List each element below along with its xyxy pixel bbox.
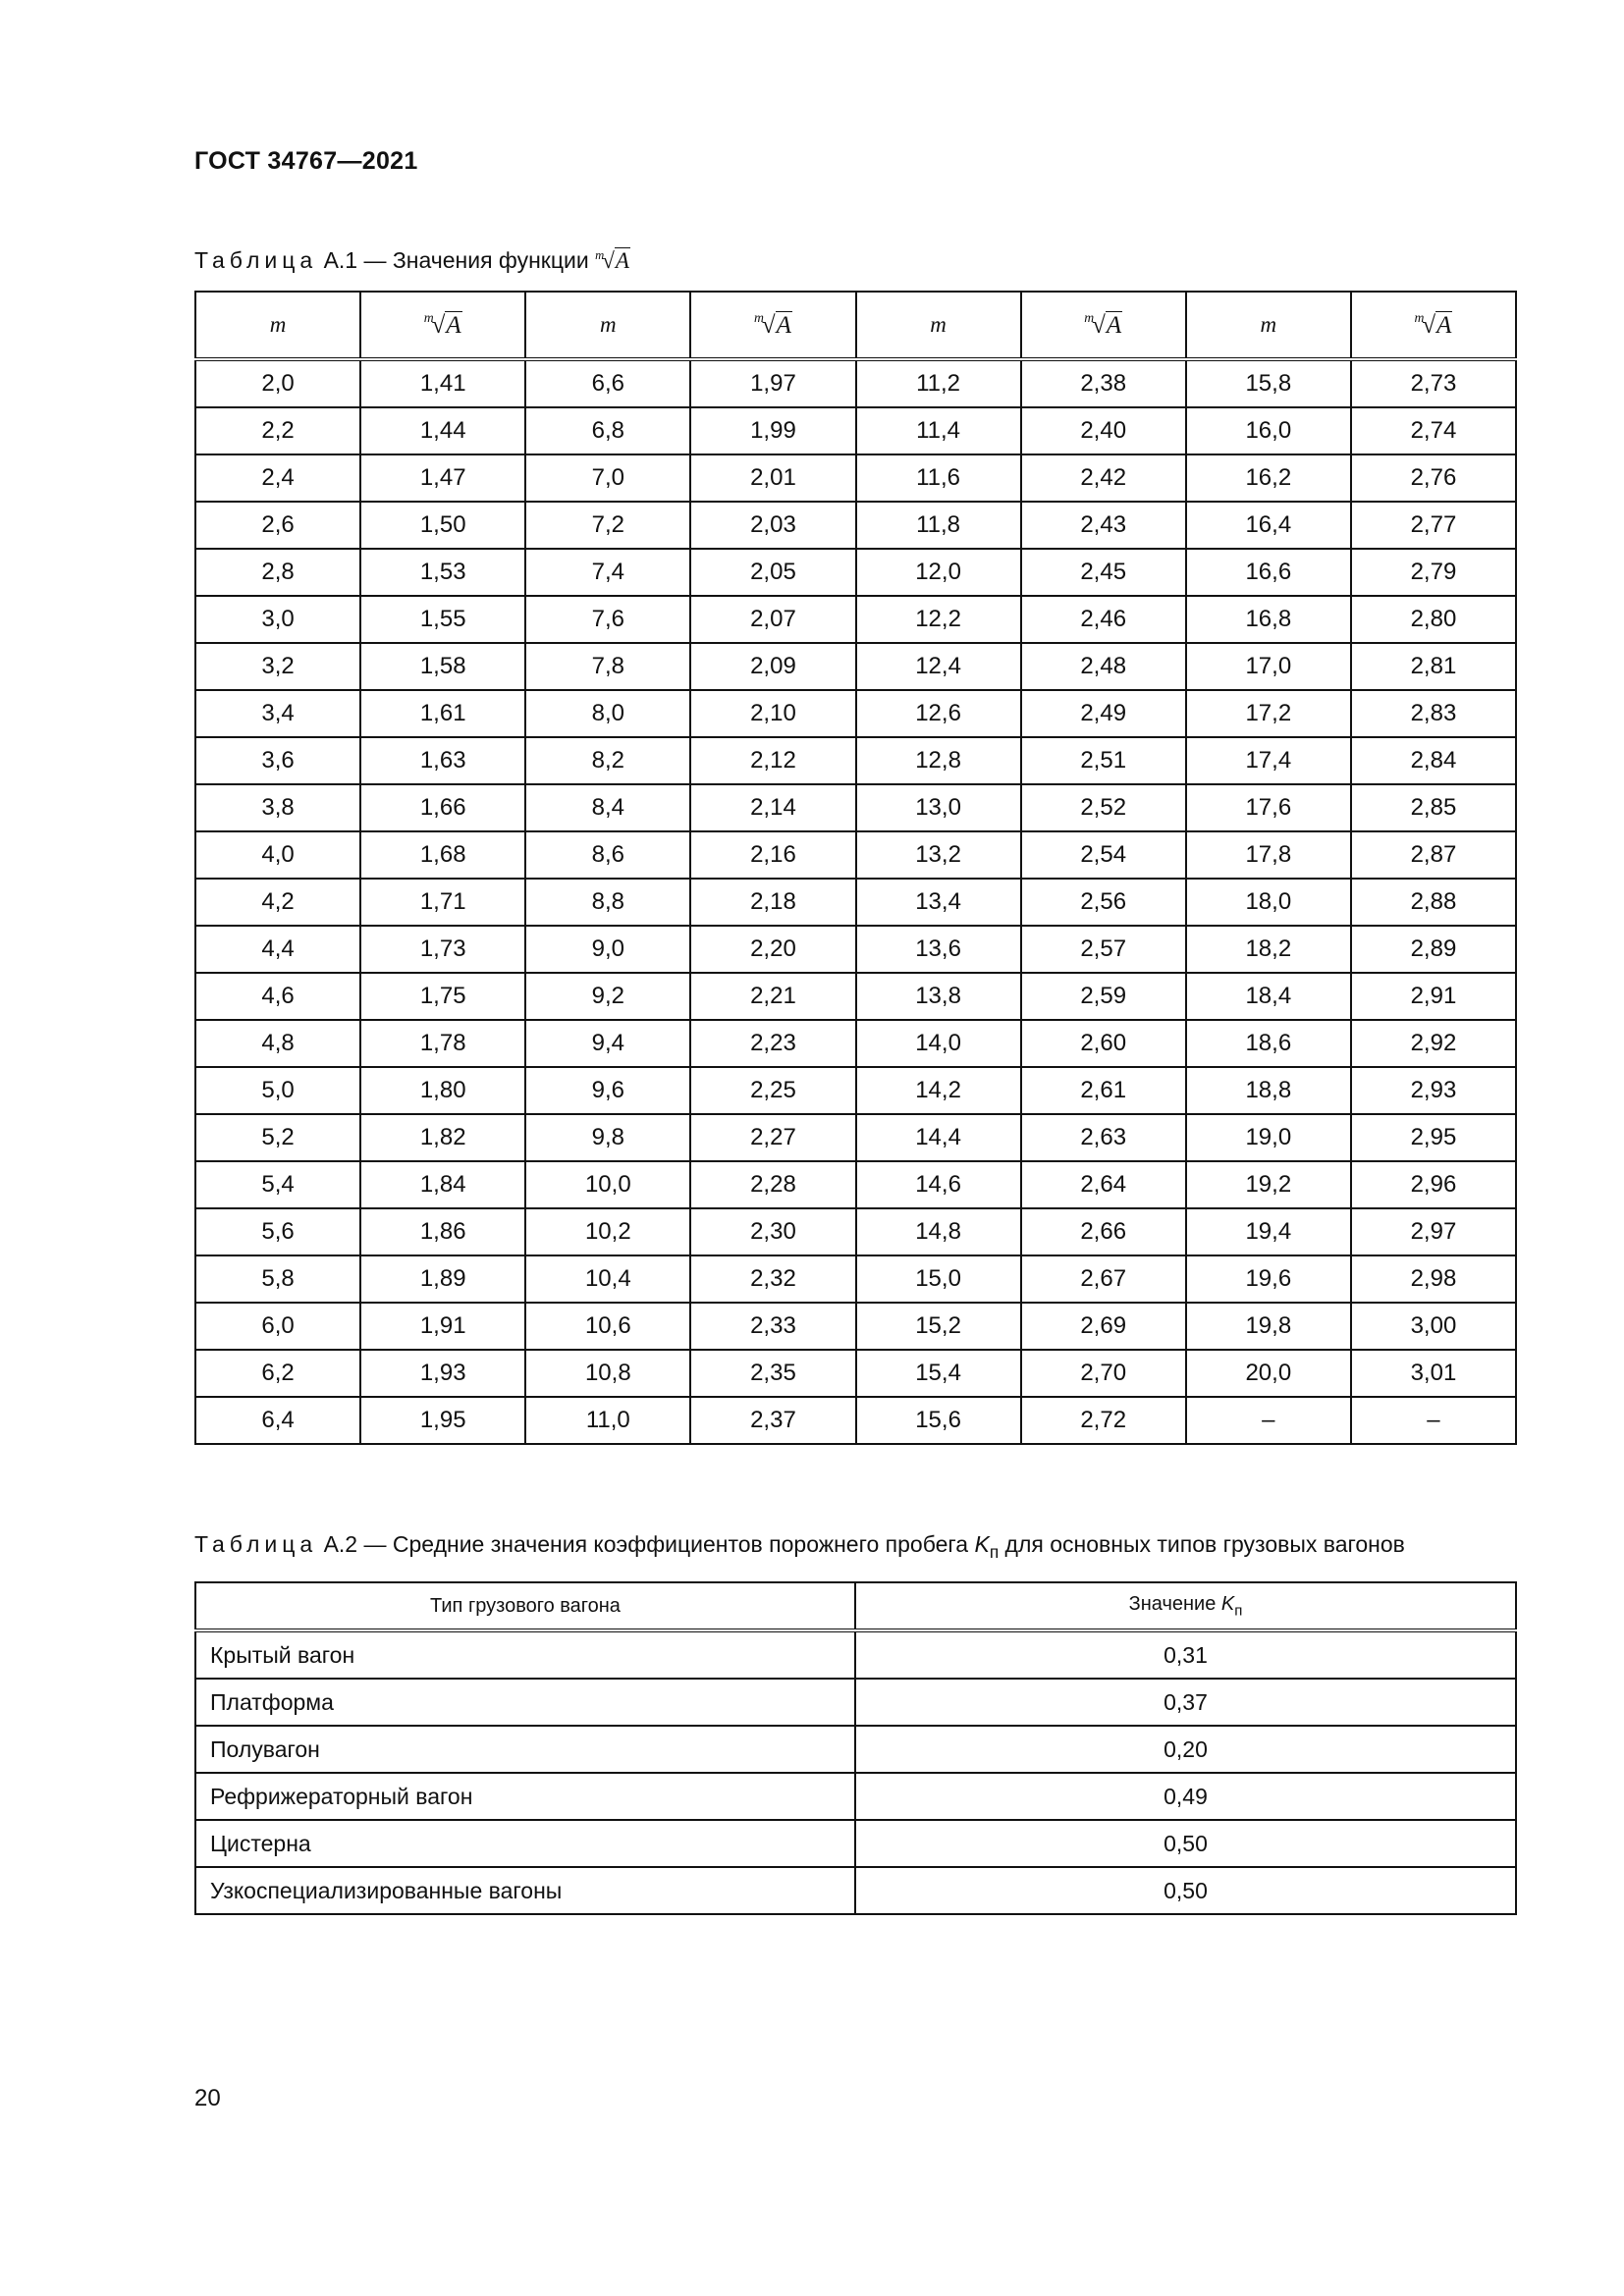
table-cell: 1,66 (360, 784, 525, 831)
table-cell: 2,60 (1021, 1020, 1186, 1067)
table-cell: 2,67 (1021, 1255, 1186, 1303)
table-cell: 2,69 (1021, 1303, 1186, 1350)
table-row (195, 879, 1516, 926)
table-cell: 2,81 (1351, 643, 1516, 690)
coefficient-value-cell: 0,37 (855, 1679, 1516, 1726)
table-cell: 1,58 (360, 643, 525, 690)
table-cell: 4,4 (195, 926, 360, 973)
table-row (195, 1161, 1516, 1208)
table-cell: 13,0 (856, 784, 1021, 831)
table-cell: 18,2 (1186, 926, 1351, 973)
table-cell: 13,8 (856, 973, 1021, 1020)
table-cell: 17,2 (1186, 690, 1351, 737)
document-code: ГОСТ 34767—2021 (194, 147, 418, 175)
table-cell: 9,6 (525, 1067, 690, 1114)
table-cell: 19,2 (1186, 1161, 1351, 1208)
table-cell: 2,20 (690, 926, 855, 973)
table-cell: 2,2 (195, 407, 360, 454)
table-cell: 6,2 (195, 1350, 360, 1397)
table-cell: 2,64 (1021, 1161, 1186, 1208)
table-cell: 3,0 (195, 596, 360, 643)
table-cell: 16,2 (1186, 454, 1351, 502)
table-cell: 1,68 (360, 831, 525, 879)
k-symbol: $K_п$ (974, 1531, 1000, 1563)
table-cell: 1,91 (360, 1303, 525, 1350)
table-cell: 2,76 (1351, 454, 1516, 502)
table-cell: 2,6 (195, 502, 360, 549)
table-cell: 17,4 (1186, 737, 1351, 784)
table-row (195, 1255, 1516, 1303)
table-cell: 15,6 (856, 1397, 1021, 1444)
table-cell: 1,47 (360, 454, 525, 502)
table-cell: 16,4 (1186, 502, 1351, 549)
table-a1-header-root: $^m$√A (360, 292, 525, 359)
table-row (195, 1867, 1516, 1914)
table-a1-caption (194, 247, 630, 274)
table-cell: 1,50 (360, 502, 525, 549)
table-a1-header-root: $^m$√A (1351, 292, 1516, 359)
table-cell: 2,16 (690, 831, 855, 879)
table-cell: 18,0 (1186, 879, 1351, 926)
table-row (195, 1820, 1516, 1867)
table-cell: 12,4 (856, 643, 1021, 690)
table-cell: 2,33 (690, 1303, 855, 1350)
table-cell: 9,8 (525, 1114, 690, 1161)
table-a1-header-m: m (1186, 292, 1351, 359)
table-cell: 17,8 (1186, 831, 1351, 879)
table-cell: 2,95 (1351, 1114, 1516, 1161)
table-row (195, 1114, 1516, 1161)
table-cell: 13,4 (856, 879, 1021, 926)
table-cell: 14,2 (856, 1067, 1021, 1114)
table-cell: 2,4 (195, 454, 360, 502)
table-cell: 16,0 (1186, 407, 1351, 454)
table-cell: 2,79 (1351, 549, 1516, 596)
table-cell: 2,93 (1351, 1067, 1516, 1114)
table-cell: 2,84 (1351, 737, 1516, 784)
table-cell: 2,63 (1021, 1114, 1186, 1161)
table-cell: – (1186, 1397, 1351, 1444)
table-cell: 2,45 (1021, 549, 1186, 596)
table-cell: 2,35 (690, 1350, 855, 1397)
table-row (195, 1773, 1516, 1820)
table-cell: 2,38 (1021, 359, 1186, 407)
table-cell: 18,8 (1186, 1067, 1351, 1114)
table-cell: 2,80 (1351, 596, 1516, 643)
table-cell: 5,8 (195, 1255, 360, 1303)
table-cell: 2,87 (1351, 831, 1516, 879)
table-row (195, 1208, 1516, 1255)
table-cell: 8,6 (525, 831, 690, 879)
table-cell: 2,27 (690, 1114, 855, 1161)
table-cell: 17,6 (1186, 784, 1351, 831)
table-cell: 2,01 (690, 454, 855, 502)
table-cell: 12,0 (856, 549, 1021, 596)
table-row (195, 784, 1516, 831)
table-cell: 2,70 (1021, 1350, 1186, 1397)
table-cell: 16,6 (1186, 549, 1351, 596)
table-row (195, 737, 1516, 784)
table-cell: 2,97 (1351, 1208, 1516, 1255)
table-row (195, 549, 1516, 596)
table-row (195, 454, 1516, 502)
table-a2-header-type: Тип грузового вагона (195, 1582, 855, 1630)
table-cell: 14,8 (856, 1208, 1021, 1255)
table-cell: 7,8 (525, 643, 690, 690)
table-row (195, 407, 1516, 454)
wagon-type-cell: Крытый вагон (195, 1630, 855, 1679)
table-cell: 14,0 (856, 1020, 1021, 1067)
table-cell: 15,4 (856, 1350, 1021, 1397)
table-cell: 2,43 (1021, 502, 1186, 549)
coefficient-value-cell: 0,31 (855, 1630, 1516, 1679)
table-cell: 9,0 (525, 926, 690, 973)
table-row (195, 1350, 1516, 1397)
table-cell: 1,61 (360, 690, 525, 737)
table-cell: 11,6 (856, 454, 1021, 502)
table-cell: 15,8 (1186, 359, 1351, 407)
table-cell: 1,97 (690, 359, 855, 407)
table-cell: 2,42 (1021, 454, 1186, 502)
table-cell: 7,4 (525, 549, 690, 596)
table-cell: 12,8 (856, 737, 1021, 784)
table-cell: 2,85 (1351, 784, 1516, 831)
table-cell: 2,14 (690, 784, 855, 831)
table-cell: 2,8 (195, 549, 360, 596)
table-cell: 1,55 (360, 596, 525, 643)
table-cell: 2,59 (1021, 973, 1186, 1020)
table-a1-header-root: $^m$√A (1021, 292, 1186, 359)
table-cell: 2,66 (1021, 1208, 1186, 1255)
table-cell: 10,8 (525, 1350, 690, 1397)
table-cell: 1,78 (360, 1020, 525, 1067)
table-row (195, 973, 1516, 1020)
table-cell: 3,6 (195, 737, 360, 784)
table-row (195, 1397, 1516, 1444)
table-a1-caption-text: А.1 — Значения функции (317, 247, 596, 273)
table-cell: 2,91 (1351, 973, 1516, 1020)
table-row (195, 926, 1516, 973)
wagon-type-cell: Платформа (195, 1679, 855, 1726)
table-cell: 2,37 (690, 1397, 855, 1444)
table-cell: 2,52 (1021, 784, 1186, 831)
table-cell: 19,6 (1186, 1255, 1351, 1303)
table-cell: 2,10 (690, 690, 855, 737)
table-a2-caption-tail: для основных типов грузовых вагонов (999, 1531, 1405, 1557)
table-cell: 2,40 (1021, 407, 1186, 454)
table-row (195, 1726, 1516, 1773)
table-cell: 11,0 (525, 1397, 690, 1444)
table-cell: 2,92 (1351, 1020, 1516, 1067)
table-cell: 1,84 (360, 1161, 525, 1208)
table-cell: 7,6 (525, 596, 690, 643)
table-cell: 19,8 (1186, 1303, 1351, 1350)
table-cell: 1,82 (360, 1114, 525, 1161)
table-cell: 1,95 (360, 1397, 525, 1444)
coefficient-value-cell: 0,50 (855, 1820, 1516, 1867)
table-cell: – (1351, 1397, 1516, 1444)
table-a2 (194, 1581, 1517, 1915)
table-cell: 14,6 (856, 1161, 1021, 1208)
table-cell: 2,98 (1351, 1255, 1516, 1303)
table-cell: 12,2 (856, 596, 1021, 643)
table-cell: 4,0 (195, 831, 360, 879)
table-cell: 2,56 (1021, 879, 1186, 926)
table-cell: 2,72 (1021, 1397, 1186, 1444)
table-cell: 2,51 (1021, 737, 1186, 784)
table-row (195, 1020, 1516, 1067)
table-cell: 1,44 (360, 407, 525, 454)
table-cell: 5,0 (195, 1067, 360, 1114)
table-cell: 1,80 (360, 1067, 525, 1114)
table-row (195, 831, 1516, 879)
table-cell: 11,4 (856, 407, 1021, 454)
table-cell: 7,2 (525, 502, 690, 549)
table-cell: 1,53 (360, 549, 525, 596)
table-cell: 3,01 (1351, 1350, 1516, 1397)
table-cell: 4,6 (195, 973, 360, 1020)
table-row (195, 1303, 1516, 1350)
coefficient-value-cell: 0,20 (855, 1726, 1516, 1773)
table-cell: 8,2 (525, 737, 690, 784)
table-row (195, 1630, 1516, 1679)
table-cell: 2,88 (1351, 879, 1516, 926)
table-cell: 8,8 (525, 879, 690, 926)
table-row (195, 502, 1516, 549)
table-cell: 5,4 (195, 1161, 360, 1208)
table-cell: 2,73 (1351, 359, 1516, 407)
table-cell: 1,93 (360, 1350, 525, 1397)
table-a2-caption-word: Таблица (194, 1531, 318, 1557)
table-cell: 12,6 (856, 690, 1021, 737)
table-cell: 11,2 (856, 359, 1021, 407)
wagon-type-cell: Полувагон (195, 1726, 855, 1773)
table-cell: 2,05 (690, 549, 855, 596)
table-cell: 19,0 (1186, 1114, 1351, 1161)
table-cell: 2,32 (690, 1255, 855, 1303)
table-row (195, 1679, 1516, 1726)
table-cell: 3,8 (195, 784, 360, 831)
table-cell: 1,71 (360, 879, 525, 926)
table-a1-header-root: $^m$√A (690, 292, 855, 359)
table-row (195, 643, 1516, 690)
table-cell: 2,61 (1021, 1067, 1186, 1114)
table-a2-caption (194, 1531, 1405, 1563)
table-cell: 2,83 (1351, 690, 1516, 737)
table-cell: 2,74 (1351, 407, 1516, 454)
wagon-type-cell: Рефрижераторный вагон (195, 1773, 855, 1820)
table-cell: 2,48 (1021, 643, 1186, 690)
table-cell: 5,6 (195, 1208, 360, 1255)
coefficient-value-cell: 0,49 (855, 1773, 1516, 1820)
table-cell: 2,09 (690, 643, 855, 690)
table-cell: 13,2 (856, 831, 1021, 879)
table-a2-header-row (195, 1582, 1516, 1630)
table-cell: 2,0 (195, 359, 360, 407)
table-cell: 9,4 (525, 1020, 690, 1067)
table-cell: 1,99 (690, 407, 855, 454)
table-cell: 20,0 (1186, 1350, 1351, 1397)
table-a1 (194, 291, 1517, 1445)
table-cell: 15,0 (856, 1255, 1021, 1303)
table-cell: 10,4 (525, 1255, 690, 1303)
table-cell: 2,07 (690, 596, 855, 643)
table-a1-body (195, 359, 1516, 1444)
table-a1-header-m: m (195, 292, 360, 359)
table-cell: 6,6 (525, 359, 690, 407)
table-cell: 2,49 (1021, 690, 1186, 737)
table-cell: 11,8 (856, 502, 1021, 549)
table-cell: 1,75 (360, 973, 525, 1020)
table-cell: 4,2 (195, 879, 360, 926)
wagon-type-cell: Узкоспециализированные вагоны (195, 1867, 855, 1914)
table-a1-header-m: m (856, 292, 1021, 359)
table-cell: 9,2 (525, 973, 690, 1020)
table-cell: 1,73 (360, 926, 525, 973)
table-cell: 10,6 (525, 1303, 690, 1350)
table-cell: 3,00 (1351, 1303, 1516, 1350)
table-cell: 14,4 (856, 1114, 1021, 1161)
table-cell: 8,0 (525, 690, 690, 737)
table-cell: 2,46 (1021, 596, 1186, 643)
table-cell: 18,6 (1186, 1020, 1351, 1067)
table-cell: 18,4 (1186, 973, 1351, 1020)
table-a1-header-m: m (525, 292, 690, 359)
table-cell: 2,18 (690, 879, 855, 926)
table-cell: 10,0 (525, 1161, 690, 1208)
table-row (195, 359, 1516, 407)
table-a2-body (195, 1630, 1516, 1914)
table-a2-header-value: Значение $K_п$ (855, 1582, 1516, 1630)
table-cell: 3,2 (195, 643, 360, 690)
wagon-type-cell: Цистерна (195, 1820, 855, 1867)
table-cell: 10,2 (525, 1208, 690, 1255)
table-cell: 1,41 (360, 359, 525, 407)
table-cell: 7,0 (525, 454, 690, 502)
table-cell: 2,89 (1351, 926, 1516, 973)
table-cell: 3,4 (195, 690, 360, 737)
table-cell: 2,54 (1021, 831, 1186, 879)
table-cell: 2,77 (1351, 502, 1516, 549)
table-cell: 4,8 (195, 1020, 360, 1067)
table-cell: 2,25 (690, 1067, 855, 1114)
table-cell: 2,21 (690, 973, 855, 1020)
table-cell: 1,86 (360, 1208, 525, 1255)
table-cell: 5,2 (195, 1114, 360, 1161)
table-a1-header-row (195, 292, 1516, 359)
table-row (195, 596, 1516, 643)
table-cell: 1,63 (360, 737, 525, 784)
page-number: 20 (194, 2085, 221, 2111)
root-formula: $^m$√A (595, 247, 629, 273)
table-cell: 16,8 (1186, 596, 1351, 643)
table-cell: 2,12 (690, 737, 855, 784)
table-cell: 6,0 (195, 1303, 360, 1350)
table-row (195, 690, 1516, 737)
table-cell: 2,57 (1021, 926, 1186, 973)
table-cell: 2,28 (690, 1161, 855, 1208)
table-cell: 2,23 (690, 1020, 855, 1067)
table-cell: 13,6 (856, 926, 1021, 973)
table-cell: 1,89 (360, 1255, 525, 1303)
table-cell: 15,2 (856, 1303, 1021, 1350)
table-a1-caption-word: Таблица (194, 247, 318, 273)
coefficient-value-cell: 0,50 (855, 1867, 1516, 1914)
table-cell: 6,4 (195, 1397, 360, 1444)
table-cell: 2,30 (690, 1208, 855, 1255)
table-cell: 8,4 (525, 784, 690, 831)
table-cell: 17,0 (1186, 643, 1351, 690)
table-cell: 2,03 (690, 502, 855, 549)
table-cell: 6,8 (525, 407, 690, 454)
table-a2-caption-text: А.2 — Средние значения коэффициентов порожнего пробега (317, 1531, 975, 1557)
table-cell: 19,4 (1186, 1208, 1351, 1255)
table-row (195, 1067, 1516, 1114)
table-cell: 2,96 (1351, 1161, 1516, 1208)
